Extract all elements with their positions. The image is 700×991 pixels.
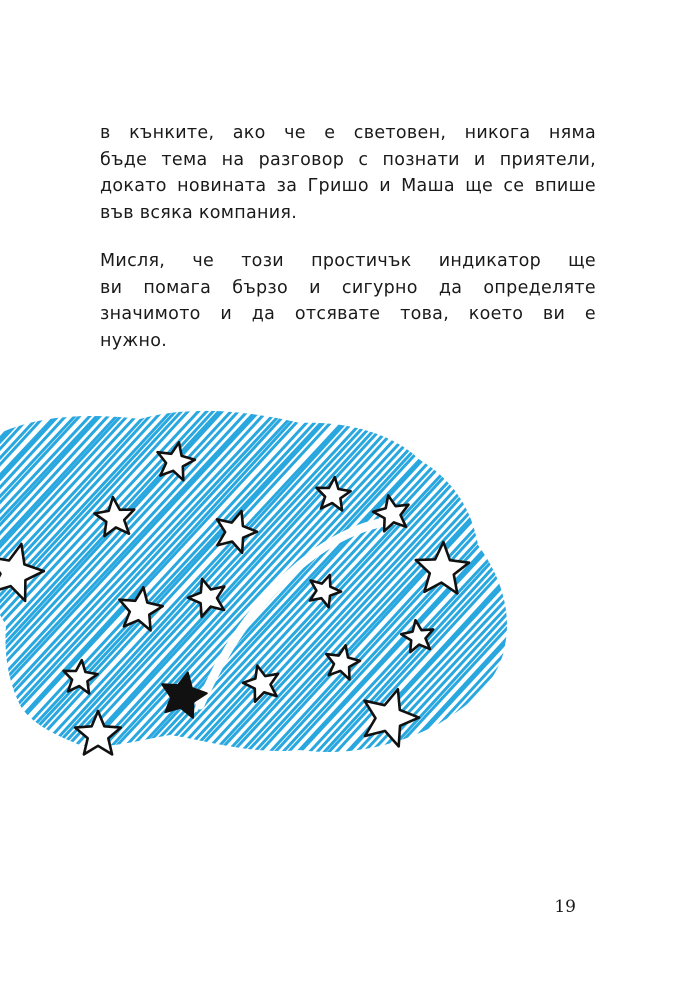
paragraph-2-line: Мисля, че този простичък индикатор ще (100, 251, 596, 271)
paragraph-2-line: ви помага бързо и сигурно да определяте (100, 277, 596, 298)
paragraph-1-line: докато новината за Гришо и Маша ще се впише (100, 176, 596, 196)
paragraph-1-line: в кънките, ако че е световен, никога няма (100, 123, 596, 143)
paragraph-1 (100, 120, 596, 226)
paragraph-1-line: бъде тема на разговор с познати и приятели, (100, 149, 596, 170)
paragraph-1-line: във всяка компания. (100, 202, 298, 223)
hatched-sky (0, 405, 520, 770)
paragraph-2-line: значимото и да отсявате това, което ви е (100, 304, 596, 324)
paragraph-2-line: нужно. (100, 330, 168, 351)
page-number: 19 (554, 897, 576, 917)
starry-sky-illustration (0, 405, 520, 770)
paragraph-2 (100, 248, 596, 354)
